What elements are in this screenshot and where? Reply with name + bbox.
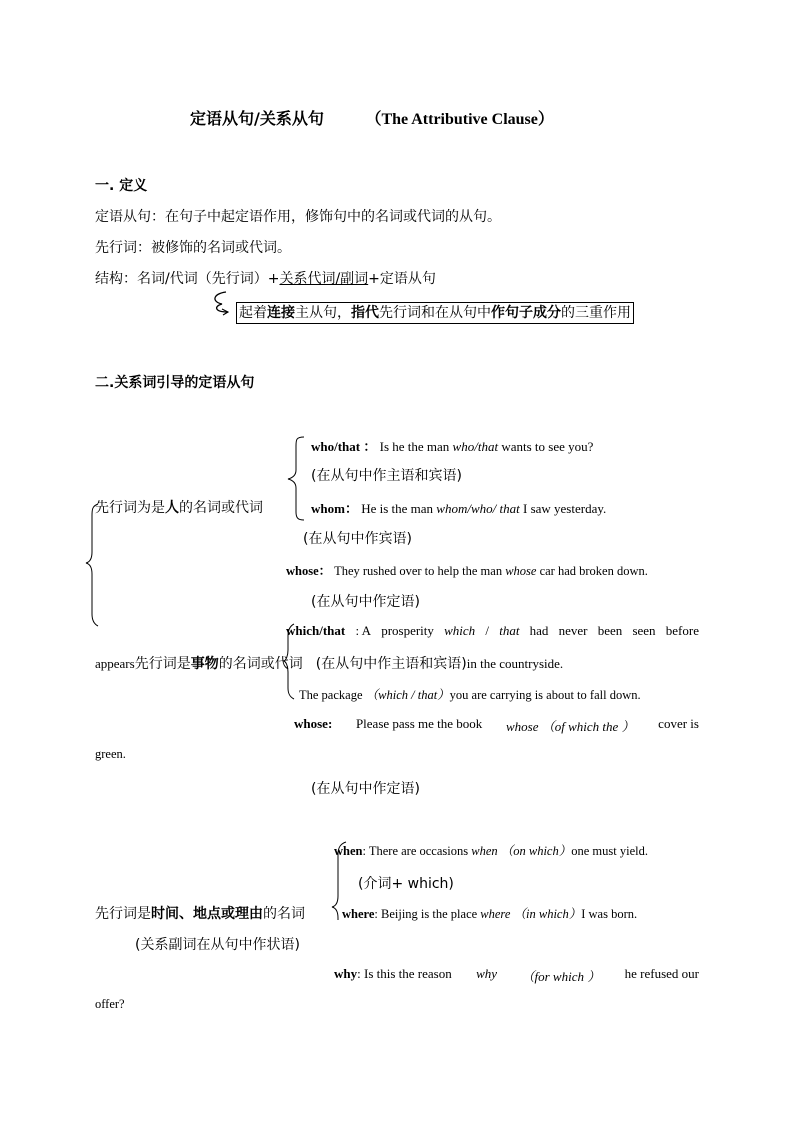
when-role: (介词+ which) — [358, 876, 454, 892]
continuation-text: appears — [95, 656, 135, 671]
structure-suffix: +定语从句 — [368, 271, 436, 287]
which-that-example — [286, 623, 699, 639]
structure-link: 关系代词/副词 — [279, 271, 369, 287]
example-relative: whose （of which the ） — [505, 719, 635, 734]
definition-line: 定语从句：在句子中起定语作用，修饰句中的名词或代词的从句。 — [95, 209, 501, 225]
example-relative: which — [444, 623, 476, 638]
example-text: : There are occasions — [362, 844, 472, 858]
who-that-role: (在从句中作主语和宾语) — [311, 468, 462, 484]
example-word: before — [665, 623, 699, 638]
thing-label-bold: 事物 — [190, 656, 219, 672]
label-text: 先行词是 — [95, 906, 151, 922]
whose-key: whose: — [294, 716, 333, 731]
who-that-key: who/that ： — [311, 439, 377, 454]
example-text: He is the man — [361, 501, 437, 516]
example-relative: that — [499, 623, 520, 638]
whose-person-role: (在从句中作定语) — [311, 594, 420, 610]
whom-example — [311, 498, 606, 517]
title-english: （The Attributive Clause） — [365, 111, 554, 128]
why-example — [334, 966, 699, 985]
adverb-label — [95, 903, 305, 923]
which-that-role: (在从句中作主语和宾语) — [315, 656, 467, 672]
when-example — [334, 841, 648, 859]
example-word: : A — [355, 623, 371, 638]
example-text: Please pass me the book — [355, 716, 483, 731]
example-text: car had broken down. — [536, 564, 648, 578]
example-word: never — [558, 623, 588, 638]
example-relative: （for which ） — [521, 969, 601, 984]
whose-person-example — [286, 561, 648, 579]
whom-key: whom： — [311, 501, 358, 516]
title-chinese: 定语从句/关系从句 — [190, 109, 324, 128]
example-relative: whose — [505, 564, 537, 578]
example-text: The package — [299, 688, 366, 702]
whose-thing-continuation: green. — [95, 747, 126, 761]
whose-thing-example — [294, 716, 699, 735]
note-text: 的三重作用 — [561, 305, 631, 321]
antecedent-line: 先行词：被修饰的名词或代词。 — [95, 240, 291, 256]
example-text: he refused our — [624, 966, 699, 981]
example-text: you are carrying is about to fall down. — [449, 688, 641, 702]
who-that-example — [311, 436, 593, 455]
example-relative: where （in which） — [480, 907, 582, 921]
which-that-key: which/that — [286, 623, 346, 638]
person-label — [95, 497, 263, 517]
example-text: : Is this the reason — [357, 966, 452, 981]
structure-prefix: 结构：名词/代词（先行词）+ — [95, 271, 280, 287]
label-bold: 时间、地点或理由 — [151, 906, 263, 922]
example-word: been — [597, 623, 623, 638]
where-example — [342, 904, 637, 922]
section-1-heading: 一. 定义 — [95, 178, 148, 194]
thing-label: 的名词或代词 — [218, 656, 303, 672]
example-text: cover is — [658, 716, 699, 731]
where-key: where — [342, 907, 375, 921]
example-relative: whom/who/ that — [436, 501, 520, 516]
whose-key: whose： — [286, 564, 332, 578]
example-text: Is he the man — [379, 439, 453, 454]
example-word: / — [485, 623, 489, 638]
continuation-text: in the countryside. — [466, 656, 564, 671]
adverb-note: (关系副词在从句中作状语) — [135, 937, 300, 953]
example-text: wants to see you? — [498, 439, 594, 454]
label-text: 的名词 — [263, 906, 305, 922]
example-text: : Beijing is the place — [374, 907, 481, 921]
example-relative: （which / that） — [365, 688, 450, 702]
example-word: seen — [632, 623, 656, 638]
example-word: had — [529, 623, 549, 638]
whose-thing-role: (在从句中作定语) — [311, 781, 420, 797]
example-text: I was born. — [581, 907, 638, 921]
note-text: 先行词和在从句中 — [379, 305, 491, 321]
example-text: They rushed over to help the man — [334, 564, 506, 578]
example-relative: when （on which） — [471, 844, 572, 858]
when-key: when — [334, 844, 363, 858]
label-text: 先行词为是 — [95, 500, 165, 516]
why-continuation: offer? — [95, 997, 125, 1011]
why-key: why — [334, 966, 358, 981]
section-2-heading: 二.关系词引导的定语从句 — [95, 375, 255, 391]
example-word: prosperity — [381, 623, 434, 638]
label-text: 的名词或代词 — [179, 500, 263, 516]
example-relative: why — [476, 966, 498, 981]
note-bold-refer: 指代 — [351, 305, 379, 321]
note-bold-connect: 连接 — [267, 305, 295, 321]
note-text: 主从句， — [295, 305, 351, 321]
package-example — [299, 685, 641, 703]
thing-line — [95, 653, 563, 673]
example-relative: who/that — [452, 439, 499, 454]
whom-role: (在从句中作宾语) — [303, 531, 412, 547]
note-text: 起着 — [239, 305, 267, 321]
note-bold-component: 作句子成分 — [491, 305, 561, 321]
label-bold: 人 — [165, 500, 179, 516]
example-text: one must yield. — [571, 844, 648, 858]
thing-label: 先行词是 — [134, 656, 191, 672]
example-text: I saw yesterday. — [519, 501, 607, 516]
